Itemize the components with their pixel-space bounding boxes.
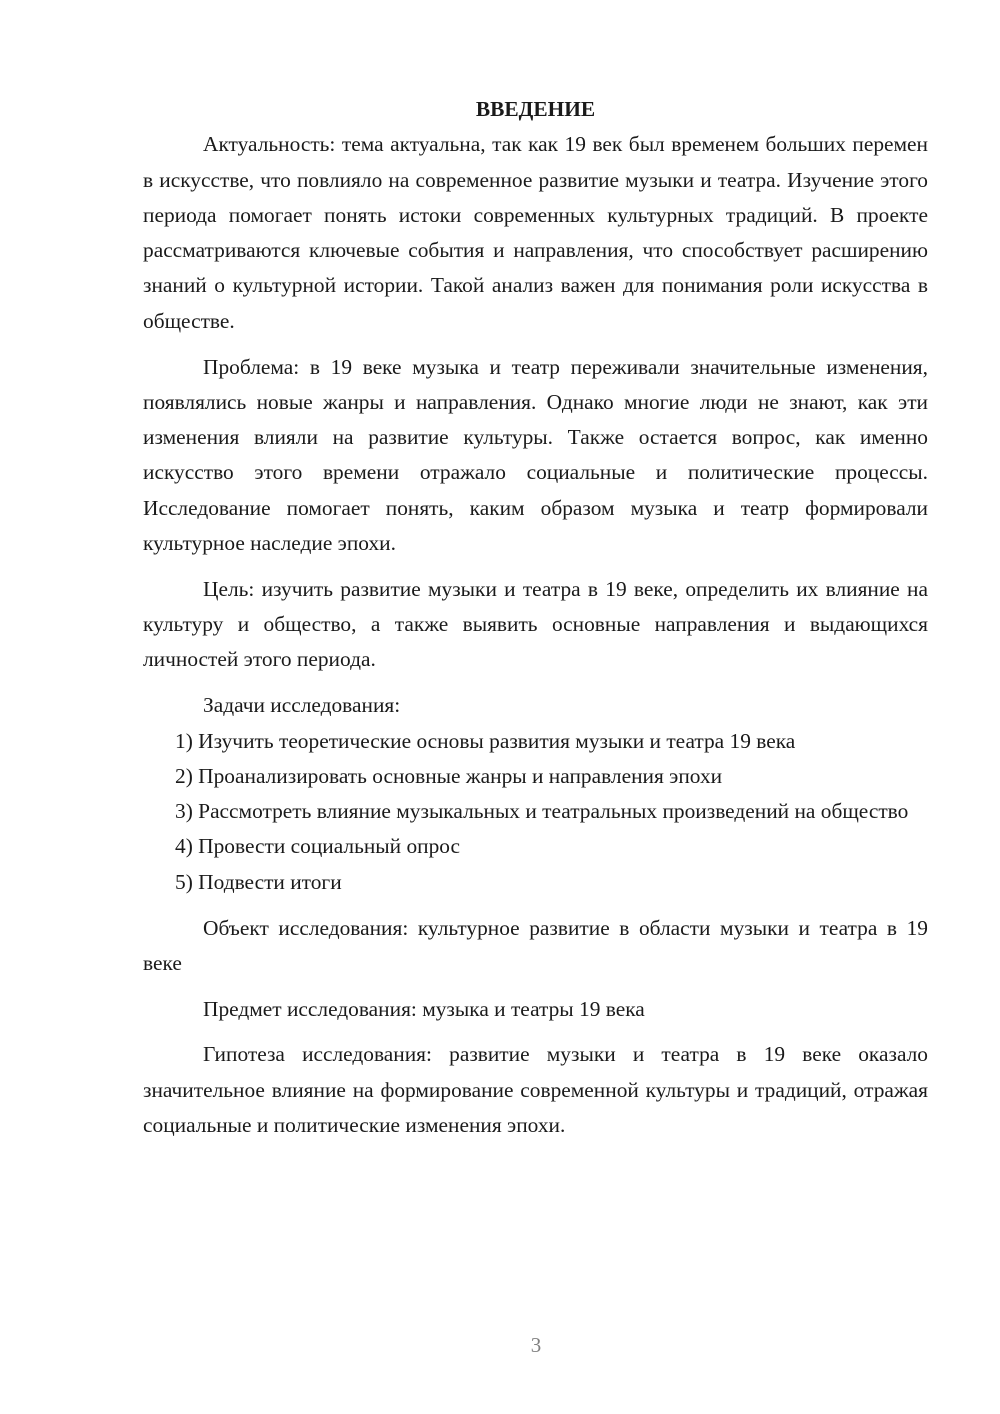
task-item-1: 1) Изучить теоретические основы развития музыки и театра 19 века: [175, 728, 796, 753]
page-title: ВВЕДЕНИЕ: [475, 97, 596, 121]
task-item-3: 3) Рассмотреть влияние музыкальных и театральных произведений на общество: [175, 799, 909, 824]
relevance-paragraph: Актуальность: тема актуальна, так как 19 век был временем больших перемен в искусстве, что повлияло на современное развитие музыки и театра. Изучение этого периода помогает понять истоки современных культурных традиций. В проекте рассматриваются ключевые события и направления, что способствует расширению знаний о культурной истории. Такой анализ важен для понимания роли искусства в обществе.: [143, 132, 928, 333]
object-paragraph: Объект исследования: культурное развитие в области музыки и театра в 19 веке: [143, 915, 928, 975]
hypothesis-paragraph: Гипотеза исследования: развитие музыки и театра в 19 веке оказало значительное влияние на формирование современной культуры и традиций, отражая социальные и политические изменения эпохи.: [143, 1042, 928, 1138]
subject-paragraph: Предмет исследования: музыка и театры 19 века: [203, 996, 645, 1021]
document-page: [143, 92, 928, 1143]
problem-paragraph: Проблема: в 19 веке музыка и театр переживали значительные изменения, появлялись новые жанры и направления. Однако многие люди не знают, как эти изменения влияли на развитие культуры. Также остается вопрос, как именно искусство этого времени отражало социальные и политические процессы. Исследование помогает понять, каким образом музыка и театр формировали культурное наследие эпохи.: [143, 354, 928, 556]
page-number: 3: [530, 1333, 542, 1357]
tasks-heading: Задачи исследования:: [203, 693, 401, 718]
task-item-4: 4) Провести социальный опрос: [175, 834, 461, 859]
task-item-2: 2) Проанализировать основные жанры и направления эпохи: [175, 763, 723, 788]
goal-paragraph: Цель: изучить развитие музыки и театра в 19 веке, определить их влияние на культуру и общество, а также выявить основные направления и выдающихся личностей этого периода.: [143, 576, 928, 672]
task-item-5: 5) Подвести итоги: [175, 869, 342, 894]
